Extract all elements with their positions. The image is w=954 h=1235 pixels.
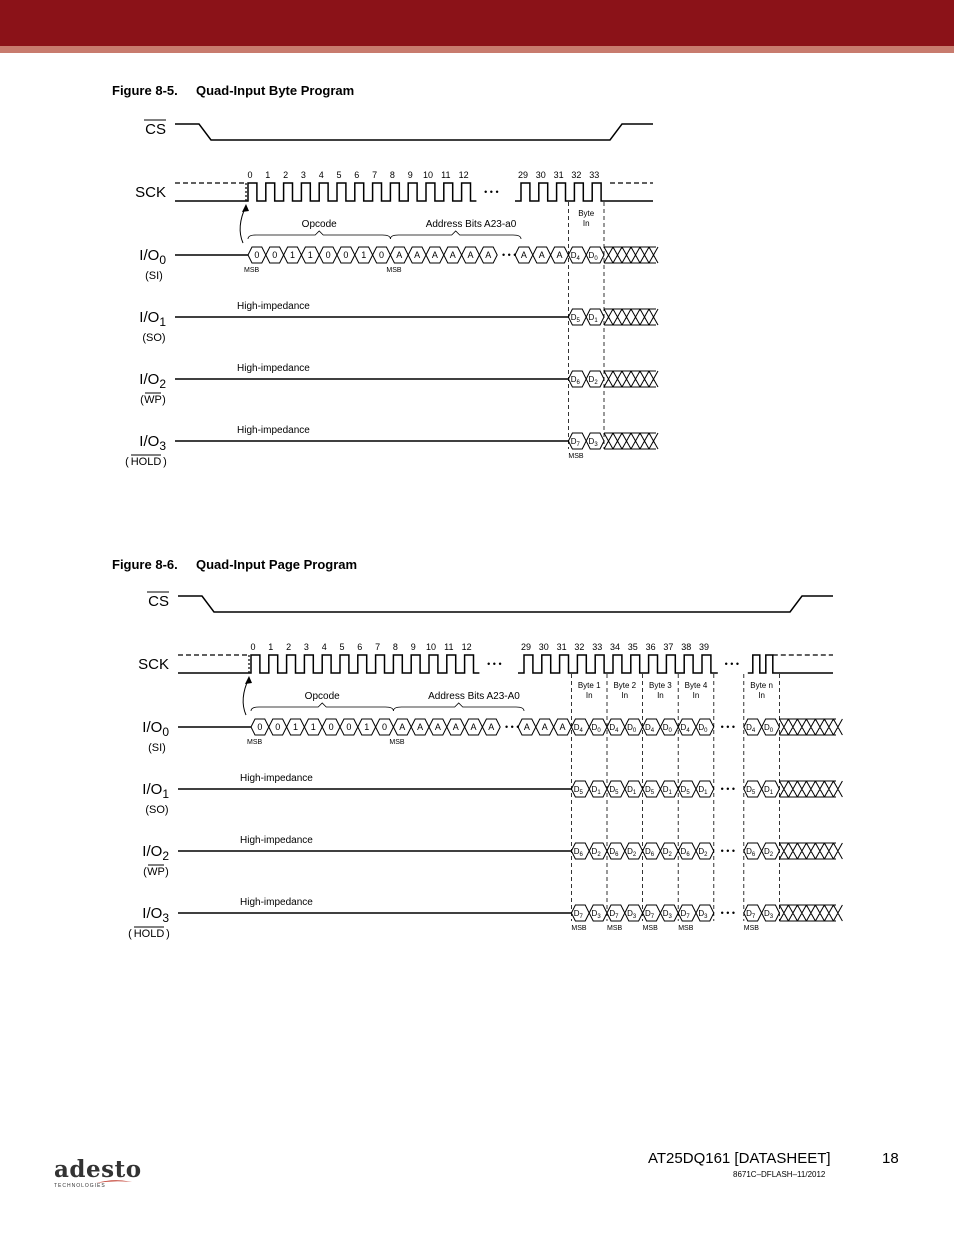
clock-number-label: 8 — [389, 170, 395, 180]
io3-high-z-label: High-impedance — [237, 425, 310, 436]
clock-number-label: 38 — [681, 642, 692, 652]
msb-label: MSB — [568, 453, 584, 460]
io1-signal-label: $I/O_1$ — [139, 309, 166, 329]
msb-label: MSB — [244, 267, 260, 274]
byte-in-label: Byte n — [750, 681, 773, 690]
figure-number: Figure 8-6. — [112, 557, 178, 572]
io3-dont-care — [779, 905, 842, 921]
opcode-bit-label: 1 — [289, 250, 296, 260]
address-bit-label: A — [434, 722, 441, 732]
clock-number-label: 11 — [444, 642, 454, 652]
io3-data-cell-lo-label: $D_3$ — [763, 909, 774, 920]
address-bit-label: A — [452, 722, 459, 732]
io2-data-cell-lo-label: $D_2$ — [698, 847, 708, 858]
sck-signal-label: SCK — [135, 184, 166, 201]
start-arrow-head — [245, 676, 252, 684]
start-arrow-head — [242, 204, 249, 212]
msb-label: MSB — [571, 925, 587, 932]
sck-signal-label: SCK — [138, 656, 169, 673]
sck-clock-group-a — [246, 183, 476, 201]
clock-number-label: 30 — [538, 642, 549, 652]
sck-clock-last — [748, 655, 833, 673]
byte-in-label: In — [582, 219, 590, 228]
io1-data-cell-lo-label: $D_1$ — [662, 785, 672, 796]
io0-data-cell-lo-label: $D_0$ — [763, 723, 774, 734]
io2-data-cell-lo-label: $D_2$ — [588, 375, 598, 386]
address-brace — [393, 703, 524, 711]
cs-signal-label: CS — [145, 121, 166, 138]
byte-in-label: In — [692, 691, 700, 700]
io1-high-z-label: High-impedance — [240, 773, 313, 784]
clock-number-label: 34 — [609, 642, 621, 652]
cs-waveform — [175, 124, 653, 140]
clock-number-label: 2 — [286, 642, 292, 652]
byte-in-label: Byte 1 — [577, 681, 601, 690]
clock-number-label: 0 — [250, 642, 256, 652]
address-bit-label: A — [538, 250, 545, 260]
io2-high-z-label: High-impedance — [237, 363, 310, 374]
clock-number-label: 1 — [268, 642, 274, 652]
io1-data-cell-lo-label: $D_1$ — [588, 313, 598, 324]
opcode-bit-label: 1 — [307, 250, 313, 260]
io1-data-cell-hi-label: $D_5$ — [609, 785, 619, 796]
address-label: Address Bits A23-a0 — [425, 219, 517, 230]
io1-data-cell-lo-label: $D_1$ — [627, 785, 637, 796]
cs-waveform — [178, 596, 833, 612]
clock-number-label: 3 — [303, 642, 309, 652]
opcode-brace — [248, 231, 390, 239]
opcode-bit-label: 0 — [343, 250, 349, 260]
io0-signal-label: $I/O_0$ — [142, 719, 169, 739]
io0-data-cell-hi-label: $D_4$ — [680, 723, 690, 734]
io0-data-cell-hi-label: $D_4$ — [570, 251, 580, 262]
footer-document-title: AT25DQ161 [DATASHEET] — [648, 1150, 831, 1167]
address-label: Address Bits A23-A0 — [428, 691, 520, 702]
header-stripe — [0, 46, 954, 53]
io0-data-cell-lo-label: $D_0$ — [698, 723, 708, 734]
io3-data-cell-lo-label: $D_3$ — [662, 909, 672, 920]
io1-dont-care — [604, 309, 658, 325]
io1-signal-label: $I/O_1$ — [142, 781, 169, 801]
cs-signal-label: CS — [148, 593, 169, 610]
io2-alt-close: ) — [165, 866, 169, 878]
clock-number-label: 8 — [392, 642, 398, 652]
io1-dont-care — [779, 781, 842, 797]
io3-alt-open: ( — [128, 928, 132, 940]
msb-label: MSB — [389, 739, 405, 746]
clock-number-label: 7 — [375, 642, 381, 652]
io3-data-cell-lo-label: $D_3$ — [588, 437, 598, 448]
io1-data-cell-lo-label: $D_1$ — [698, 785, 708, 796]
io3-data-cell-hi-label: $D_7$ — [644, 909, 655, 920]
clock-number-label: 11 — [441, 170, 451, 180]
io0-alt-label: (SI) — [148, 742, 166, 754]
header-bar — [0, 0, 954, 46]
address-bit-label: A — [431, 250, 438, 260]
address-bit-label: A — [556, 250, 563, 260]
address-bit-label: A — [449, 250, 456, 260]
sck-ellipsis: • • • — [724, 659, 740, 669]
address-bit-label: A — [523, 722, 530, 732]
opcode-bit-label: 0 — [381, 722, 388, 732]
io2-dont-care — [604, 371, 658, 387]
io0-data-cell-lo-label: $D_0$ — [588, 251, 598, 262]
io0-data-cell-hi-label: $D_4$ — [644, 723, 655, 734]
adesto-logo — [54, 1156, 142, 1189]
address-brace — [390, 231, 521, 239]
opcode-bit-label: 0 — [328, 722, 334, 732]
opcode-bit-label: 0 — [257, 722, 263, 732]
opcode-bit-label: 1 — [292, 722, 299, 732]
io3-alt-label: HOLD — [133, 928, 165, 940]
opcode-bit-label: 1 — [364, 722, 370, 732]
sck-clock-group-b — [515, 183, 610, 201]
opcode-brace — [251, 703, 393, 711]
io0-data-ellipsis: • • • — [720, 722, 736, 732]
clock-number-label: 31 — [553, 170, 564, 180]
io1-data-cell-lo-label: $D_1$ — [763, 785, 774, 796]
clock-number-label: 30 — [535, 170, 546, 180]
address-bit-label: A — [520, 250, 527, 260]
logo-subtitle: TECHNOLOGIES — [54, 1183, 106, 1189]
address-bit-label: A — [399, 722, 406, 732]
clock-number-label: 12 — [458, 170, 469, 180]
footer-document-code: 8671C–DFLASH–11/2012 — [733, 1170, 826, 1179]
io1-data-ellipsis: • • • — [720, 784, 736, 794]
opcode-bit-label: 0 — [325, 250, 331, 260]
clock-number-label: 31 — [556, 642, 567, 652]
byte-in-label: In — [621, 691, 629, 700]
byte-in-label: Byte — [578, 209, 595, 218]
sck-clock-group-b — [518, 655, 718, 673]
opcode-bit-label: 0 — [272, 250, 278, 260]
io1-data-cell-hi-label: $D_5$ — [644, 785, 655, 796]
address-bit-label: A — [559, 722, 566, 732]
io2-alt-close: ) — [162, 394, 166, 406]
byte-in-label: In — [758, 691, 765, 700]
opcode-label: Opcode — [304, 691, 340, 702]
address-bit-label: A — [485, 250, 492, 260]
io2-data-ellipsis: • • • — [720, 846, 736, 856]
io0-data-cell-lo-label: $D_0$ — [591, 723, 601, 734]
io2-data-cell-hi-label: $D_6$ — [746, 847, 756, 858]
address-bit-label: A — [467, 250, 474, 260]
io2-data-cell-hi-label: $D_6$ — [573, 847, 583, 858]
opcode-bit-label: 1 — [361, 250, 367, 260]
clock-number-label: 1 — [265, 170, 271, 180]
io1-alt-label: (SO) — [142, 332, 166, 344]
io2-dont-care — [779, 843, 842, 859]
msb-label: MSB — [642, 925, 658, 932]
io0-alt-label: (SI) — [145, 270, 163, 282]
clock-number-label: 0 — [247, 170, 253, 180]
opcode-bit-label: 0 — [275, 722, 281, 732]
io3-data-cell-lo-label: $D_3$ — [627, 909, 637, 920]
clock-number-label: 32 — [571, 170, 582, 180]
io0-ellipsis: • • • — [501, 250, 517, 260]
figure-8-6-timing-diagram — [0, 582, 954, 942]
io0-data-cell-lo-label: $D_0$ — [662, 723, 672, 734]
io3-data-cell-hi-label: $D_7$ — [680, 909, 690, 920]
io2-signal-label: $I/O_2$ — [142, 843, 169, 863]
io2-high-z-label: High-impedance — [240, 835, 313, 846]
io3-data-cell-hi-label: $D_7$ — [570, 437, 580, 448]
io1-data-cell-hi-label: $D_5$ — [746, 785, 756, 796]
figure-8-5-timing-diagram — [0, 110, 954, 470]
io0-data-cell-hi-label: $D_4$ — [573, 723, 583, 734]
logo-wordmark: adesto — [54, 1156, 142, 1183]
opcode-bit-label: 0 — [254, 250, 260, 260]
io2-data-cell-lo-label: $D_2$ — [591, 847, 601, 858]
msb-label: MSB — [386, 267, 402, 274]
clock-number-label: 5 — [336, 170, 342, 180]
io3-data-cell-lo-label: $D_3$ — [698, 909, 708, 920]
clock-number-label: 29 — [517, 170, 529, 180]
figure-8-6-title — [112, 557, 357, 572]
io3-dont-care — [604, 433, 658, 449]
figure-number: Figure 8-5. — [112, 83, 178, 98]
io3-data-cell-hi-label: $D_7$ — [609, 909, 619, 920]
io2-data-cell-hi-label: $D_6$ — [644, 847, 655, 858]
clock-number-label: 32 — [574, 642, 585, 652]
clock-number-label: 7 — [372, 170, 378, 180]
address-bit-label: A — [396, 250, 403, 260]
io2-signal-label: $I/O_2$ — [139, 371, 166, 391]
logo-swoosh-icon — [94, 1178, 134, 1186]
io0-ellipsis: • • • — [504, 722, 520, 732]
io2-alt-label: WP — [147, 866, 165, 878]
io2-alt-open: ( — [143, 866, 147, 878]
msb-label: MSB — [607, 925, 623, 932]
io0-dont-care — [604, 247, 658, 263]
io2-data-cell-lo-label: $D_2$ — [627, 847, 637, 858]
io2-data-cell-hi-label: $D_6$ — [609, 847, 619, 858]
clock-number-label: 6 — [357, 642, 363, 652]
io3-signal-label: $I/O_3$ — [142, 905, 169, 925]
io2-alt-label: WP — [144, 394, 162, 406]
io2-data-cell-lo-label: $D_2$ — [662, 847, 672, 858]
io3-data-cell-hi-label: $D_7$ — [746, 909, 756, 920]
io2-data-cell-hi-label: $D_6$ — [570, 375, 580, 386]
io3-data-ellipsis: • • • — [720, 908, 736, 918]
msb-label: MSB — [247, 739, 263, 746]
io1-data-cell-hi-label: $D_5$ — [573, 785, 583, 796]
clock-number-label: 9 — [407, 170, 413, 180]
clock-number-label: 10 — [422, 170, 434, 180]
byte-in-label: Byte 2 — [613, 681, 637, 690]
io3-signal-label: $I/O_3$ — [139, 433, 166, 453]
footer-page-number: 18 — [882, 1150, 899, 1167]
figure-8-5-title — [112, 83, 354, 98]
figure-caption: Quad-Input Page Program — [196, 557, 358, 572]
byte-in-label: In — [585, 691, 593, 700]
opcode-bit-label: 1 — [310, 722, 316, 732]
io0-data-cell-hi-label: $D_4$ — [609, 723, 619, 734]
clock-number-label: 39 — [698, 642, 710, 652]
clock-number-label: 29 — [520, 642, 532, 652]
byte-in-label: Byte 3 — [649, 681, 672, 690]
io1-data-cell-hi-label: $D_5$ — [570, 313, 580, 324]
sck-clock-group-a — [249, 655, 479, 673]
io3-alt-close: ) — [163, 456, 167, 468]
clock-number-label: 12 — [461, 642, 472, 652]
opcode-bit-label: 0 — [346, 722, 352, 732]
io1-alt-label: (SO) — [145, 804, 169, 816]
io0-data-cell-hi-label: $D_4$ — [746, 723, 756, 734]
msb-label: MSB — [678, 925, 694, 932]
address-bit-label: A — [541, 722, 548, 732]
address-bit-label: A — [414, 250, 421, 260]
io0-data-cell-lo-label: $D_0$ — [627, 723, 637, 734]
io3-alt-label: HOLD — [130, 456, 162, 468]
io0-signal-label: $I/O_0$ — [139, 247, 166, 267]
byte-in-label: In — [657, 691, 664, 700]
sck-gap-ellipsis: • • • — [487, 659, 502, 669]
io2-alt-open: ( — [140, 394, 144, 406]
opcode-bit-label: 0 — [378, 250, 385, 260]
io0-dont-care — [779, 719, 842, 735]
address-bit-label: A — [488, 722, 495, 732]
byte-in-label: Byte 4 — [684, 681, 708, 690]
clock-number-label: 9 — [410, 642, 416, 652]
io2-data-cell-hi-label: $D_6$ — [680, 847, 690, 858]
clock-number-label: 35 — [627, 642, 638, 652]
clock-number-label: 3 — [300, 170, 306, 180]
sck-gap-ellipsis: • • • — [484, 187, 499, 197]
opcode-label: Opcode — [301, 219, 337, 230]
io1-data-cell-lo-label: $D_1$ — [591, 785, 601, 796]
clock-number-label: 37 — [663, 642, 674, 652]
io3-data-cell-hi-label: $D_7$ — [573, 909, 583, 920]
io1-high-z-label: High-impedance — [237, 301, 310, 312]
clock-number-label: 10 — [425, 642, 437, 652]
clock-number-label: 6 — [354, 170, 360, 180]
io1-data-cell-hi-label: $D_5$ — [680, 785, 690, 796]
io3-high-z-label: High-impedance — [240, 897, 313, 908]
clock-number-label: 2 — [283, 170, 289, 180]
msb-label: MSB — [743, 925, 759, 932]
io3-alt-open: ( — [125, 456, 129, 468]
io3-data-cell-lo-label: $D_3$ — [591, 909, 601, 920]
figure-caption: Quad-Input Byte Program — [196, 83, 355, 98]
address-bit-label: A — [417, 722, 424, 732]
io2-data-cell-lo-label: $D_2$ — [763, 847, 774, 858]
clock-number-label: 4 — [318, 170, 324, 180]
clock-number-label: 36 — [645, 642, 656, 652]
io3-alt-close: ) — [166, 928, 170, 940]
address-bit-label: A — [470, 722, 477, 732]
clock-number-label: 4 — [321, 642, 327, 652]
clock-number-label: 5 — [339, 642, 345, 652]
clock-number-label: 33 — [592, 642, 603, 652]
clock-number-label: 33 — [589, 170, 600, 180]
